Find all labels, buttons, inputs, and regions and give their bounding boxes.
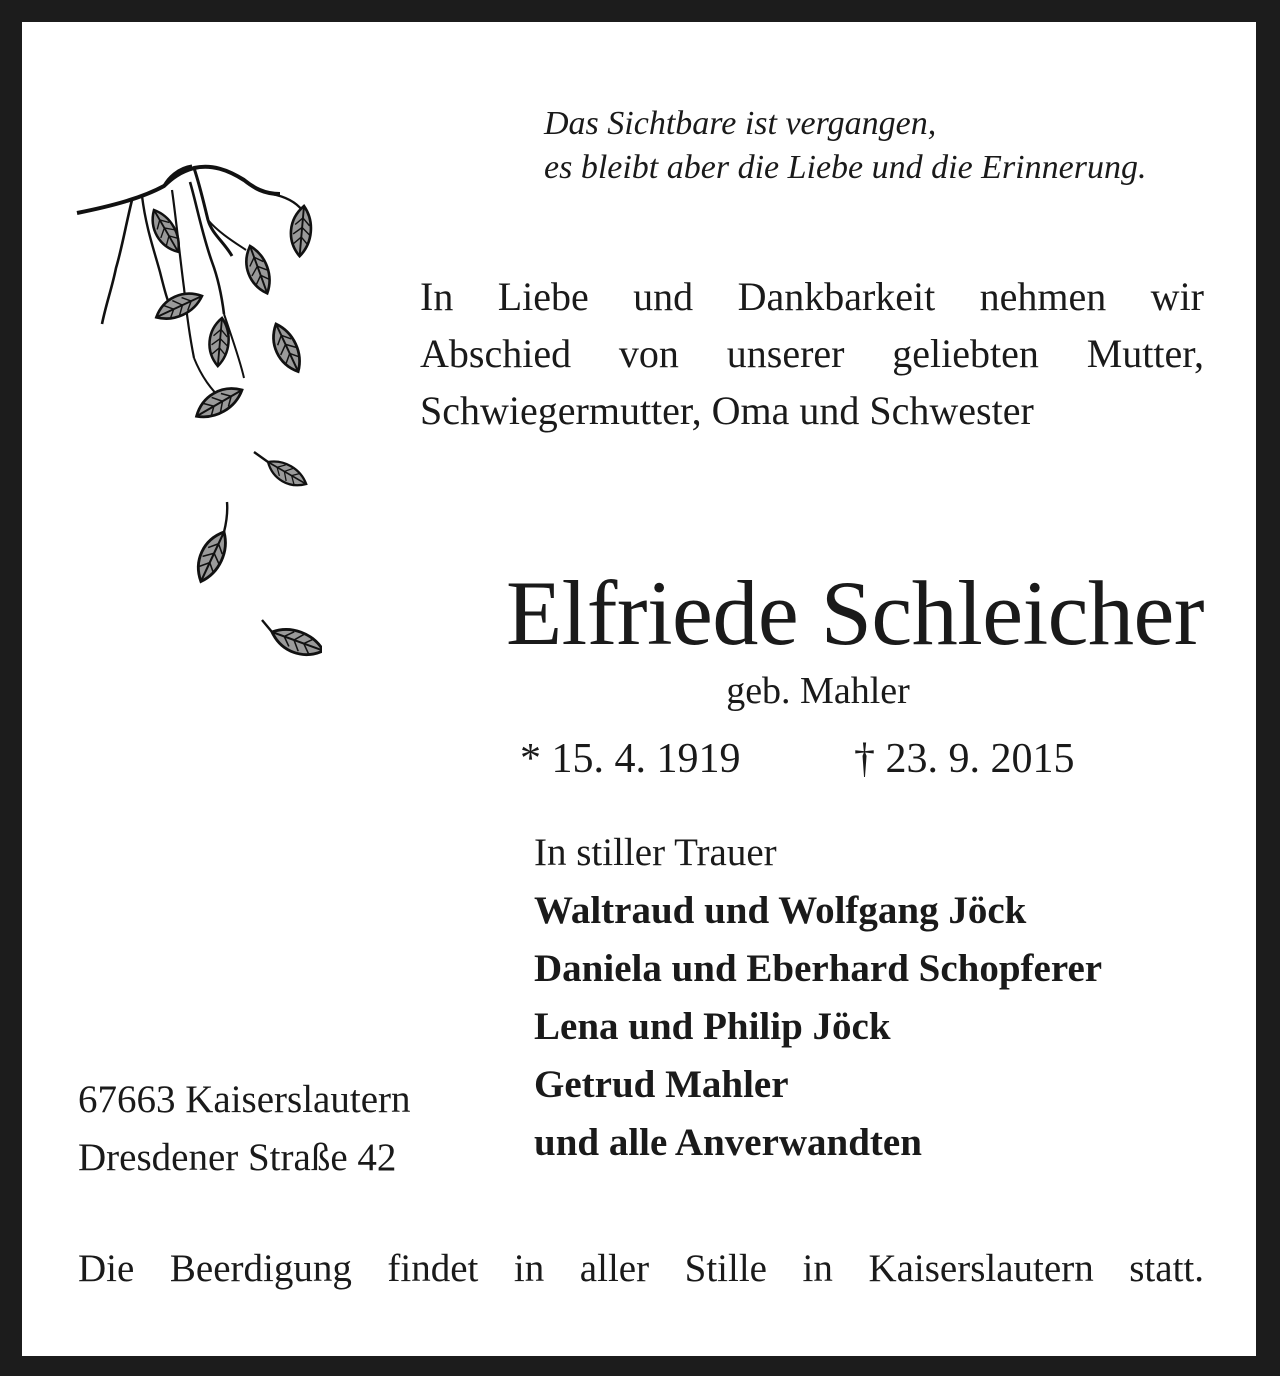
address-street: Dresdener Straße 42 xyxy=(78,1136,397,1179)
maiden-name: geb. Mahler xyxy=(726,670,910,712)
deceased-name: Elfriede Schleicher xyxy=(505,562,1204,664)
motto-line: Das Sichtbare ist vergangen, xyxy=(544,105,937,142)
address xyxy=(78,1071,411,1187)
mourners-list xyxy=(534,824,1102,1172)
intro-line: Schwiegermutter, Oma und Schwester xyxy=(420,388,1034,433)
mourner-name: Daniela und Eberhard Schopferer xyxy=(534,947,1103,990)
branch-with-leaves-icon xyxy=(72,138,322,678)
mourner-name: Lena und Philip Jöck xyxy=(534,1005,891,1048)
mourner-name: Getrud Mahler xyxy=(534,1063,789,1106)
funeral-note: Die Beerdigung findet in aller Stille in Kaiserslautern statt. xyxy=(78,1247,1204,1290)
mourners-lead: In stiller Trauer xyxy=(534,831,777,874)
death-date: † 23. 9. 2015 xyxy=(854,736,1075,782)
motto-quote xyxy=(544,102,1146,190)
intro-line: In Liebe und Dankbarkeit nehmen wir xyxy=(420,274,1204,319)
intro-line: Abschied von unserer geliebten Mutter, xyxy=(420,331,1204,376)
birth-date: * 15. 4. 1919 xyxy=(520,736,741,782)
motto-line: es bleibt aber die Liebe und die Erinnerung. xyxy=(544,149,1147,186)
mourner-name: Waltraud und Wolfgang Jöck xyxy=(534,889,1027,932)
address-city: 67663 Kaiserslautern xyxy=(78,1078,411,1121)
obituary-notice xyxy=(22,22,1256,1356)
intro-text xyxy=(420,268,1204,439)
mourner-name: und alle Anverwandten xyxy=(534,1121,922,1164)
